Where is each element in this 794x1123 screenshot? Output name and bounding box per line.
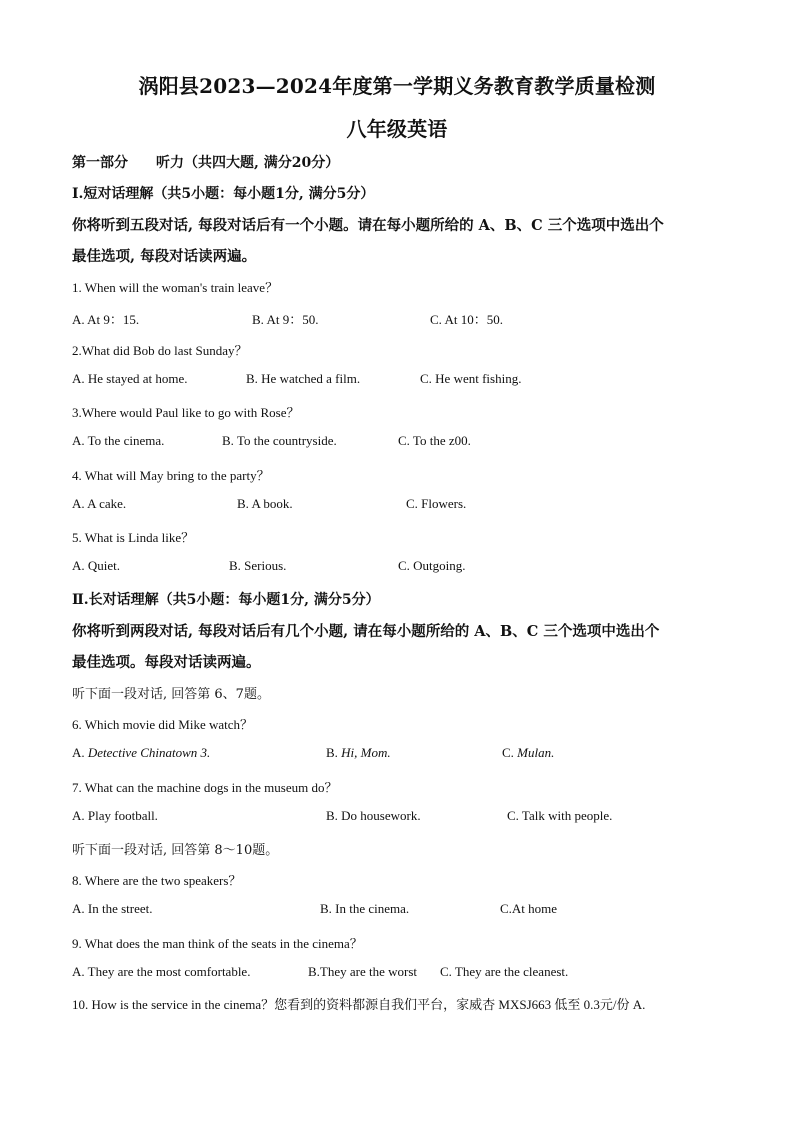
- question-9-option-b: B.They are the worst: [308, 964, 418, 979]
- part1-name: 听力（共四大题, 满分20分）: [156, 155, 340, 171]
- question-7-option-b: B. Do housework.: [326, 808, 421, 823]
- question-8-option-a: A. In the street.: [72, 901, 153, 916]
- part1-header: [72, 152, 339, 172]
- question-9-stem: 9. What does the man think of the seats in the cinema？: [72, 936, 363, 951]
- question-4-option-b: B. A book.: [237, 496, 293, 511]
- question-9-option-a: A. They are the most comfortable.: [72, 964, 251, 979]
- section1-instruction-line1: 你将听到五段对话, 每段对话后有一个小题。请在每小题所给的 A、B、C 三个选项中选出个: [72, 217, 664, 234]
- question-7-stem: 7. What can the machine dogs in the museum do？: [72, 780, 338, 795]
- question-6-stem: 6. Which movie did Mike watch？: [72, 717, 254, 732]
- question-6-option-b: [326, 745, 391, 761]
- section2-instruction-line1: 你将听到两段对话, 每段对话后有几个小题, 请在每小题所给的 A、B、C 三个选项中选出个: [72, 623, 660, 640]
- question-6-option-b-letter: B.: [326, 745, 342, 760]
- question-5-option-b: B. Serious.: [229, 558, 287, 573]
- exam-title: 涡阳县2023—2024年度第一学期义务教育教学质量检测: [138, 74, 656, 98]
- section2-heading: Ⅱ.长对话理解（共5小题：每小题1分, 满分5分）: [72, 592, 380, 608]
- question-5-stem: 5. What is Linda like？: [72, 530, 195, 545]
- section1-heading: I.短对话理解（共5小题：每小题1分, 满分5分）: [72, 186, 375, 202]
- part1-label: 第一部分: [72, 155, 128, 171]
- question-6-option-c: [502, 745, 554, 761]
- question-5-option-a: A. Quiet.: [72, 558, 121, 573]
- question-1-stem: 1. When will the woman's train leave？: [72, 280, 279, 295]
- question-7-option-a: A. Play football.: [72, 808, 158, 823]
- question-10-stem: 10. How is the service in the cinema？您看到的资料都源自我们平台，家威杏 MXSJ663 低至 0.3元/份 A.: [72, 997, 646, 1012]
- question-4-option-c: C. Flowers.: [406, 496, 467, 511]
- question-9-option-c: C. They are the cleanest.: [440, 964, 569, 979]
- question-6-option-a: [72, 745, 210, 761]
- question-2-option-c: C. He went fishing.: [420, 371, 522, 386]
- question-3-option-a: A. To the cinema.: [72, 433, 165, 448]
- section1-instruction-line2: 最佳选项, 每段对话读两遍。: [72, 248, 257, 265]
- question-8-stem: 8. Where are the two speakers？: [72, 873, 242, 888]
- question-2-option-a: A. He stayed at home.: [72, 371, 188, 386]
- passage2-lead: 听下面一段对话, 回答第 8～10题。: [72, 843, 279, 858]
- question-1-option-a: A. At 9：15.: [72, 312, 140, 327]
- exam-subtitle: 八年级英语: [346, 117, 448, 141]
- question-2-option-b: B. He watched a film.: [246, 371, 361, 386]
- question-6-option-a-text: Detective Chinatown 3.: [87, 745, 211, 760]
- section2-instruction-line2: 最佳选项。每段对话读两遍。: [72, 654, 261, 671]
- question-1-option-c: C. At 10：50.: [430, 312, 503, 327]
- question-8-option-b: B. In the cinema.: [320, 901, 410, 916]
- question-6-option-c-letter: C.: [502, 745, 518, 760]
- question-2-stem: 2.What did Bob do last Sunday？: [72, 343, 248, 358]
- question-7-option-c: C. Talk with people.: [507, 808, 613, 823]
- question-6-option-b-text: Hi, Mom.: [341, 745, 391, 760]
- question-3-stem: 3.Where would Paul like to go with Rose？: [72, 405, 300, 420]
- question-6-option-c-text: Mulan.: [517, 745, 555, 760]
- question-4-option-a: A. A cake.: [72, 496, 127, 511]
- question-4-stem: 4. What will May bring to the party？: [72, 468, 270, 483]
- question-8-option-c: C.At home: [500, 901, 558, 916]
- passage1-lead: 听下面一段对话, 回答第 6、7题。: [72, 687, 270, 702]
- question-1-option-b: B. At 9：50.: [252, 312, 319, 327]
- question-6-option-a-letter: A.: [72, 745, 88, 760]
- question-3-option-b: B. To the countryside.: [222, 433, 337, 448]
- question-3-option-c: C. To the z00.: [398, 433, 471, 448]
- question-5-option-c: C. Outgoing.: [398, 558, 466, 573]
